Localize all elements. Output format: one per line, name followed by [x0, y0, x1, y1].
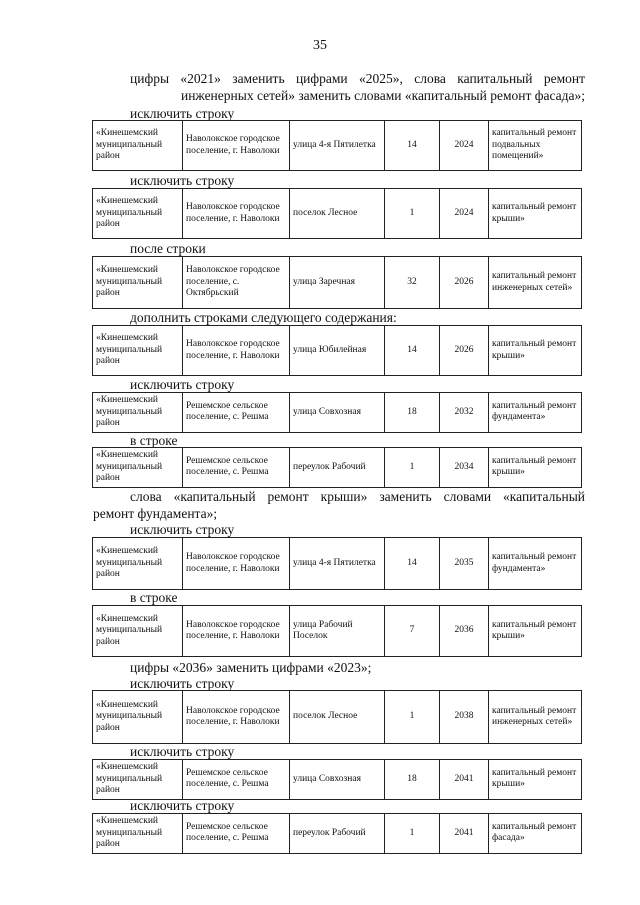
cell-address: улица Рабочий Поселок	[290, 606, 385, 657]
cell-settlement: Решемское сельское поселение, с. Решма	[183, 393, 290, 433]
cell-district: «Кинешемский муниципальный район	[93, 257, 183, 309]
cell-settlement: Решемское сельское поселение, с. Решма	[183, 760, 290, 800]
cell-settlement: Наволокское городское поселение, г. Наволоки	[183, 691, 290, 744]
cell-work-type: капитальный ремонт фундамента»	[489, 393, 582, 433]
cell-district: «Кинешемский муниципальный район	[93, 448, 183, 488]
table-row	[92, 537, 582, 590]
cell-year: 2024	[440, 121, 489, 171]
cell-work-type: капитальный ремонт крыши»	[489, 448, 582, 488]
para3: цифры «2036» заменить цифрами «2023»;	[130, 660, 372, 675]
cell-address: улица Совхозная	[290, 760, 385, 800]
cell-settlement: Наволокское городское поселение, г. Наволоки	[183, 326, 290, 376]
cell-address: поселок Лесное	[290, 189, 385, 239]
cell-year: 2032	[440, 393, 489, 433]
cell-work-type: капитальный ремонт подвальных помещений»	[489, 121, 582, 171]
table-row	[92, 813, 582, 854]
table-row	[92, 690, 582, 744]
cell-settlement: Наволокское городское поселение, г. Наволоки	[183, 121, 290, 171]
cell-settlement: Решемское сельское поселение, с. Решма	[183, 448, 290, 488]
table-row	[92, 392, 582, 433]
table-row	[92, 759, 582, 800]
cell-settlement: Решемское сельское поселение, с. Решма	[183, 814, 290, 854]
intro-line-1: цифры «2021» заменить цифрами «2025», слова капитальный ремонт	[130, 71, 585, 86]
cell-district: «Кинешемский муниципальный район	[93, 691, 183, 744]
cell-district: «Кинешемский муниципальный район	[93, 760, 183, 800]
table-row	[92, 605, 582, 657]
label-exclude-1: исключить строку	[130, 106, 235, 121]
cell-address: улица 4-я Пятилетка	[290, 121, 385, 171]
label-in-row-2: в строке	[130, 590, 178, 605]
cell-address: улица Юбилейная	[290, 326, 385, 376]
label-exclude-4: исключить строку	[130, 522, 235, 537]
cell-house-number: 1	[385, 448, 440, 488]
cell-district: «Кинешемский муниципальный район	[93, 326, 183, 376]
table-row	[92, 188, 582, 239]
cell-work-type: капитальный ремонт крыши»	[489, 606, 582, 657]
cell-work-type: капитальный ремонт фасада»	[489, 814, 582, 854]
label-in-row-1: в строке	[130, 433, 178, 448]
cell-work-type: капитальный ремонт фундамента»	[489, 538, 582, 590]
cell-house-number: 14	[385, 121, 440, 171]
cell-work-type: капитальный ремонт инженерных сетей»	[489, 257, 582, 309]
cell-year: 2036	[440, 606, 489, 657]
cell-house-number: 1	[385, 691, 440, 744]
cell-house-number: 14	[385, 538, 440, 590]
cell-year: 2026	[440, 326, 489, 376]
cell-district: «Кинешемский муниципальный район	[93, 538, 183, 590]
label-exclude-6: исключить строку	[130, 744, 235, 759]
page-number: 35	[313, 38, 327, 53]
cell-house-number: 7	[385, 606, 440, 657]
cell-district: «Кинешемский муниципальный район	[93, 121, 183, 171]
para2-line-2: ремонт фундамента»;	[93, 506, 218, 521]
label-exclude-2: исключить строку	[130, 173, 235, 188]
cell-house-number: 18	[385, 760, 440, 800]
label-exclude-7: исключить строку	[130, 798, 235, 813]
intro-line-2: инженерных сетей» заменить словами «капитальный ремонт фасада»;	[180, 88, 585, 103]
cell-settlement: Наволокское городское поселение, г. Наволоки	[183, 189, 290, 239]
cell-district: «Кинешемский муниципальный район	[93, 189, 183, 239]
cell-settlement: Наволокское городское поселение, г. Наволоки	[183, 606, 290, 657]
cell-address: улица 4-я Пятилетка	[290, 538, 385, 590]
label-after: после строки	[130, 241, 206, 256]
cell-address: переулок Рабочий	[290, 814, 385, 854]
cell-work-type: капитальный ремонт крыши»	[489, 760, 582, 800]
cell-work-type: капитальный ремонт крыши»	[489, 326, 582, 376]
label-append: дополнить строками следующего содержания:	[130, 310, 397, 325]
cell-house-number: 1	[385, 814, 440, 854]
cell-year: 2024	[440, 189, 489, 239]
table-row	[92, 325, 582, 376]
cell-year: 2041	[440, 814, 489, 854]
label-exclude-5: исключить строку	[130, 676, 235, 691]
cell-address: переулок Рабочий	[290, 448, 385, 488]
cell-year: 2035	[440, 538, 489, 590]
table-row	[92, 447, 582, 488]
cell-settlement: Наволокское городское поселение, г. Наволоки	[183, 538, 290, 590]
cell-year: 2038	[440, 691, 489, 744]
cell-year: 2041	[440, 760, 489, 800]
cell-house-number: 14	[385, 326, 440, 376]
cell-district: «Кинешемский муниципальный район	[93, 814, 183, 854]
cell-work-type: капитальный ремонт крыши»	[489, 189, 582, 239]
cell-address: поселок Лесное	[290, 691, 385, 744]
cell-house-number: 32	[385, 257, 440, 309]
cell-settlement: Наволокское городское поселение, с. Октябрьский	[183, 257, 290, 309]
table-row	[92, 256, 582, 309]
cell-house-number: 1	[385, 189, 440, 239]
cell-work-type: капитальный ремонт инженерных сетей»	[489, 691, 582, 744]
cell-district: «Кинешемский муниципальный район	[93, 393, 183, 433]
cell-address: улица Совхозная	[290, 393, 385, 433]
cell-district: «Кинешемский муниципальный район	[93, 606, 183, 657]
cell-year: 2026	[440, 257, 489, 309]
label-exclude-3: исключить строку	[130, 377, 235, 392]
cell-house-number: 18	[385, 393, 440, 433]
para2-line-1: слова «капитальный ремонт крыши» заменить словами «капитальный	[130, 489, 585, 504]
cell-year: 2034	[440, 448, 489, 488]
table-row	[92, 120, 582, 171]
cell-address: улица Заречная	[290, 257, 385, 309]
